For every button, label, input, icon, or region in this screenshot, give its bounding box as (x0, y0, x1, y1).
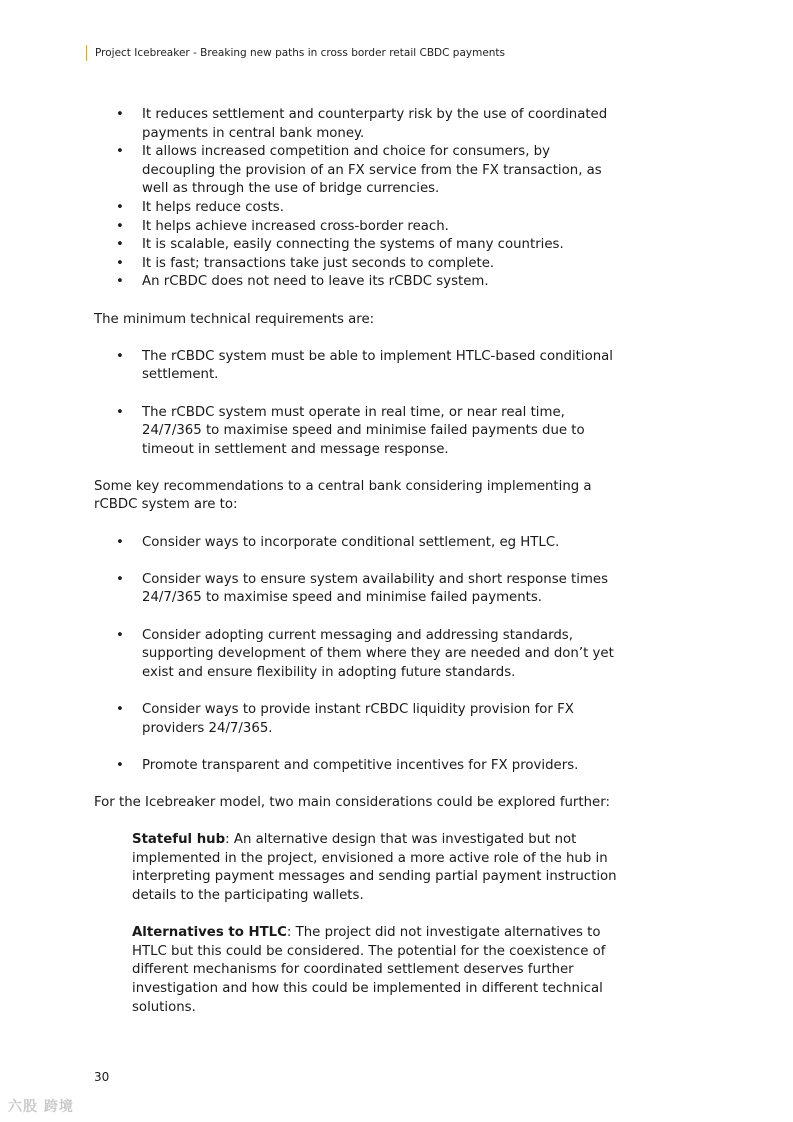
list-item: • It is fast; transactions take just seconds to complete. (94, 255, 624, 274)
consideration-text: : An alternative design that was investigated but not implemented in the project, envisioned a more active role of the hub in interpreting payment messages and sending partial payment instruction details to the participating wallets. (132, 832, 617, 903)
page-body (94, 106, 624, 1017)
page-number: 30 (94, 1070, 110, 1084)
watermark-logo: 六股 跨境 (8, 1099, 74, 1115)
recommendations-intro: Some key recommendations to a central bank considering implementing a rCBDC system are to: (94, 478, 592, 513)
list-item: • It helps reduce costs. (94, 199, 624, 218)
consideration-alternatives-htlc (94, 924, 624, 1017)
list-item: • It helps achieve increased cross-border reach. (94, 218, 624, 237)
requirements-list (94, 348, 624, 460)
benefits-list (94, 106, 624, 292)
considerations-intro: For the Icebreaker model, two main considerations could be explored further: (94, 794, 610, 810)
list-item: • Consider ways to ensure system availability and short response times 24/7/365 to maximise speed and minimise failed payments. (94, 571, 624, 608)
list-item: • The rCBDC system must be able to implement HTLC-based conditional settlement. (94, 348, 624, 385)
consideration-stateful-hub (94, 831, 624, 905)
requirements-intro: The minimum technical requirements are: (94, 311, 375, 327)
consideration-term: Stateful hub (132, 832, 226, 848)
list-item: • It reduces settlement and counterparty risk by the use of coordinated payments in central bank money. (94, 106, 624, 143)
list-item: • It allows increased competition and choice for consumers, by decoupling the provision of an FX service from the FX transaction, as well as through the use of bridge currencies. (94, 143, 624, 199)
recommendations-list (94, 534, 624, 776)
running-header: Project Icebreaker - Breaking new paths in cross border retail CBDC payments (86, 45, 505, 61)
list-item: • It is scalable, easily connecting the systems of many countries. (94, 236, 624, 255)
consideration-term: Alternatives to HTLC (132, 925, 287, 941)
list-item: • Consider ways to incorporate conditional settlement, eg HTLC. (94, 534, 624, 553)
consideration-text: : The project did not investigate alternatives to HTLC but this could be considered. The potential for the coexistence of different mechanisms for coordinated settlement deserves further investigation and how this could be implemented in different technical solutions. (132, 925, 606, 1015)
list-item: • The rCBDC system must operate in real time, or near real time, 24/7/365 to maximise speed and minimise failed payments due to timeout in settlement and message response. (94, 404, 624, 460)
list-item: • Consider adopting current messaging and addressing standards, supporting development of them where they are needed and don’t yet exist and ensure flexibility in adopting future standards. (94, 627, 624, 683)
list-item: • Consider ways to provide instant rCBDC liquidity provision for FX providers 24/7/365. (94, 701, 624, 738)
list-item: • Promote transparent and competitive incentives for FX providers. (94, 757, 624, 776)
list-item: • An rCBDC does not need to leave its rCBDC system. (94, 273, 624, 292)
